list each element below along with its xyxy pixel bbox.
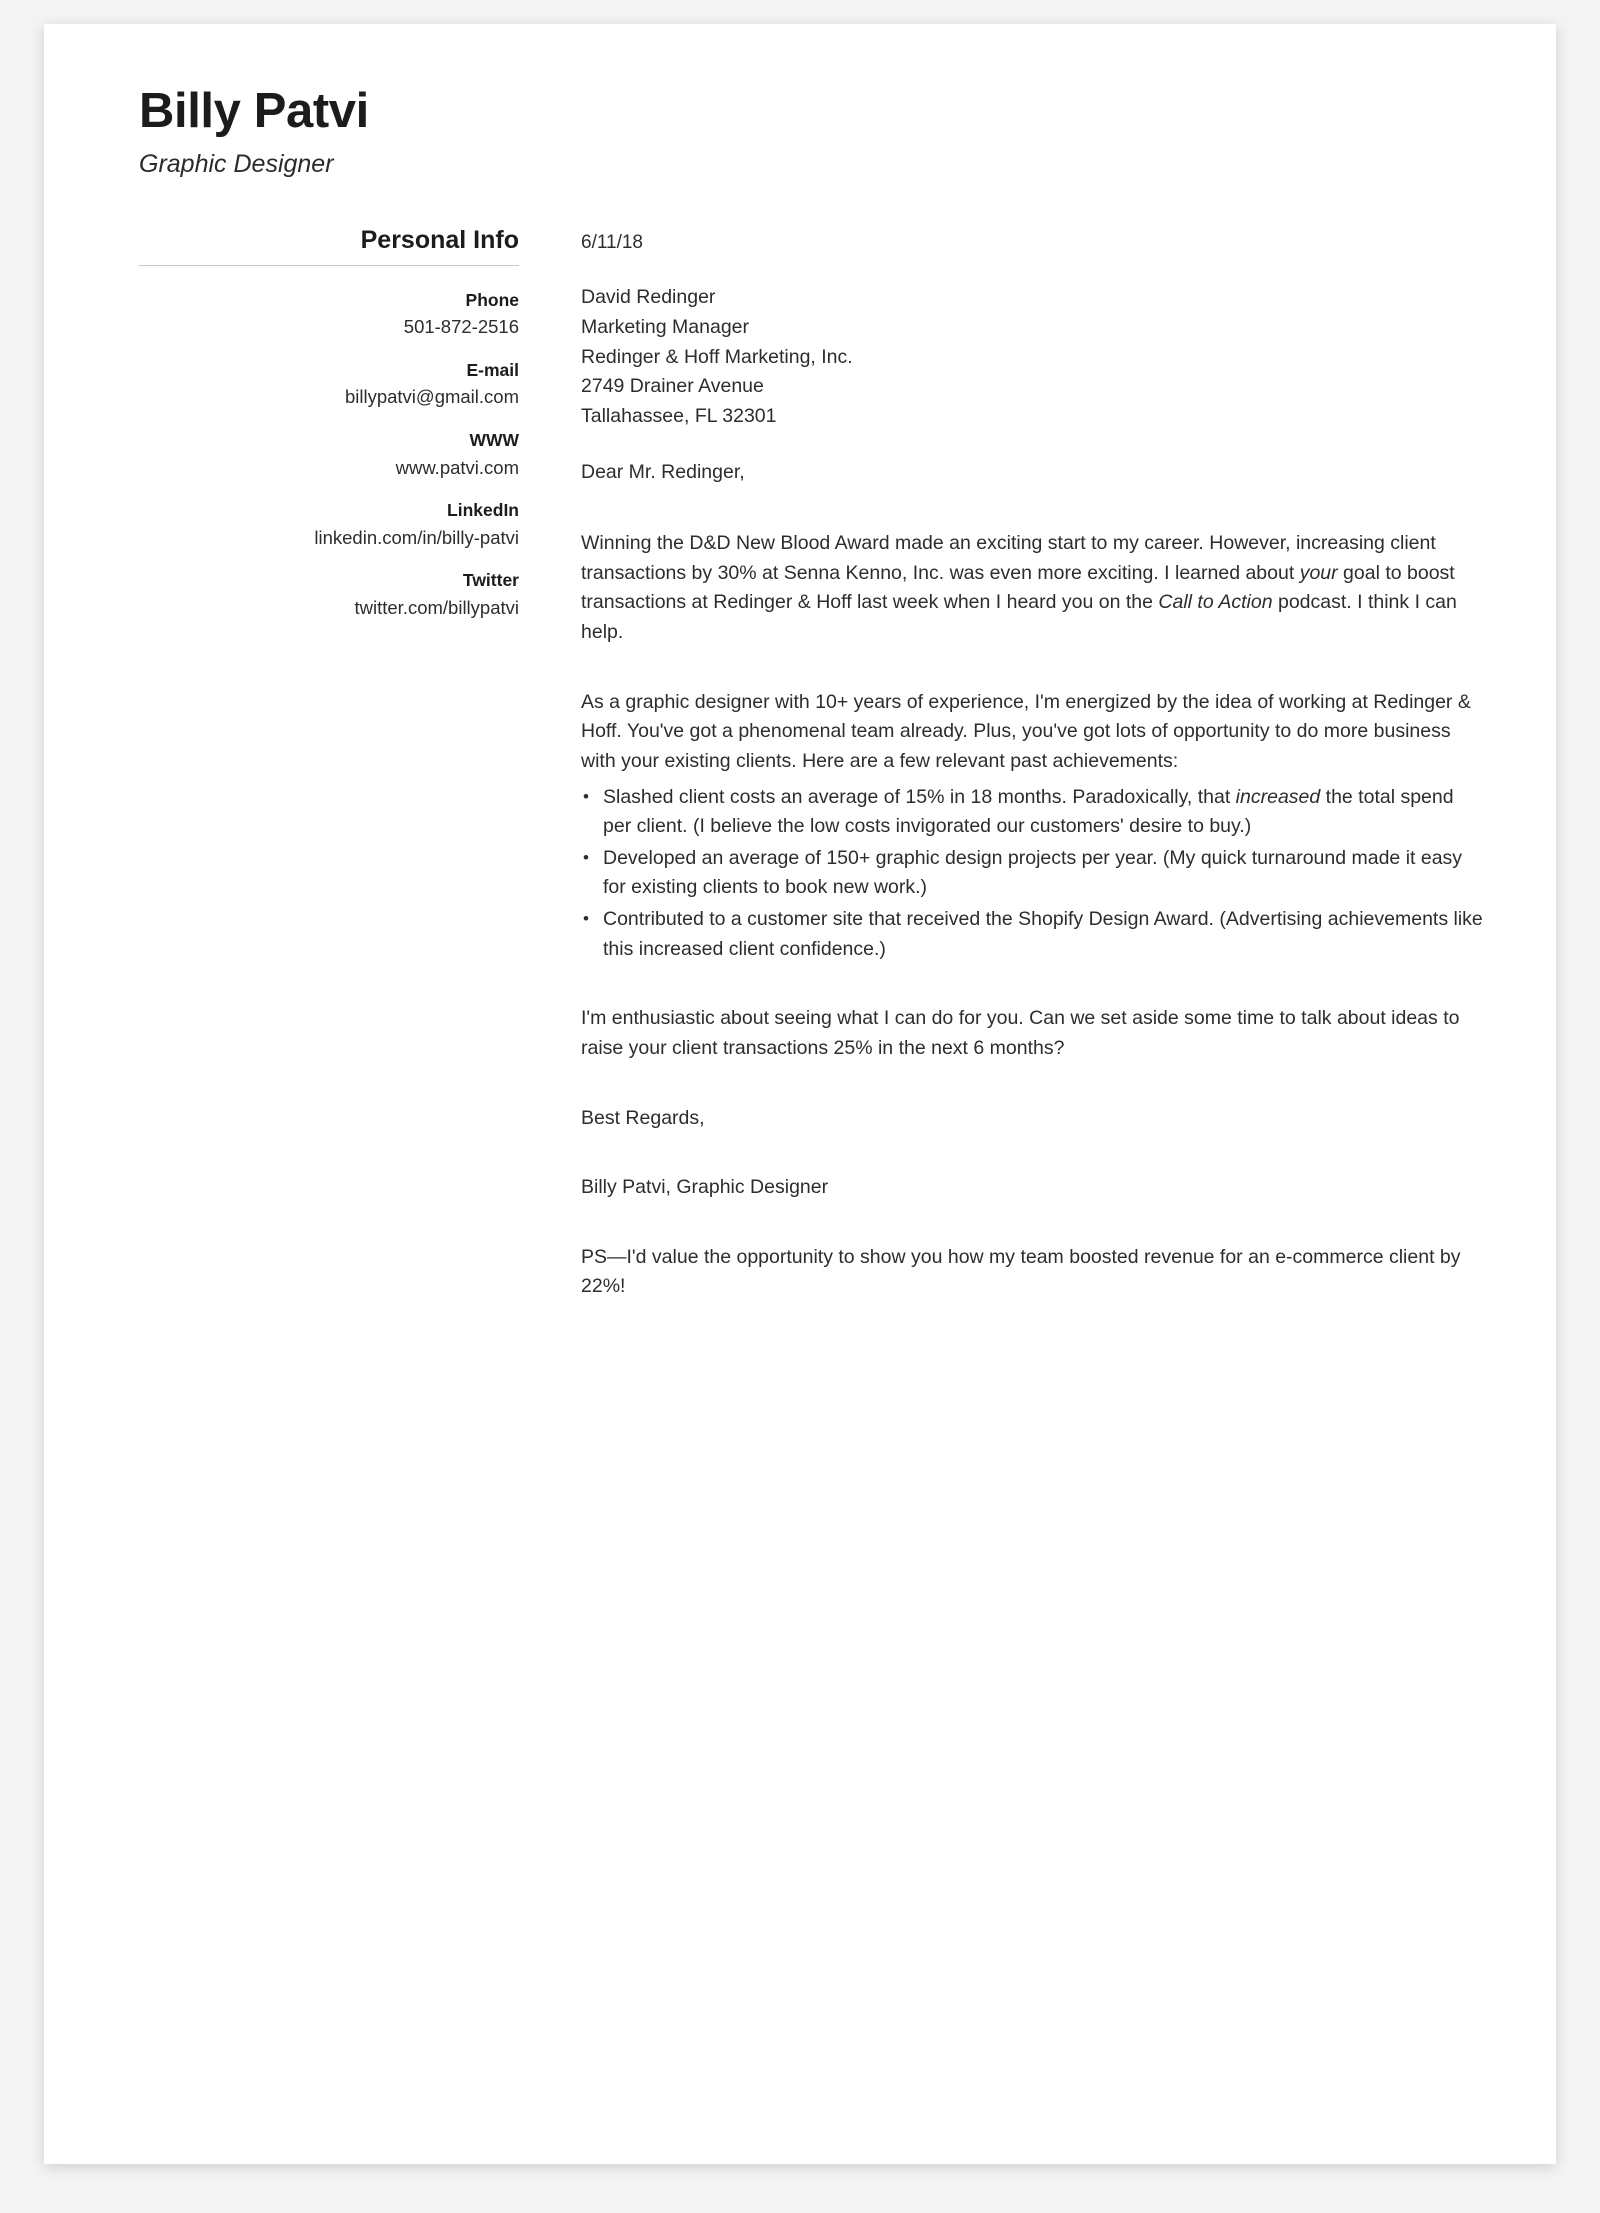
letter-body — [139, 225, 1484, 1342]
letter-postscript: PS—I'd value the opportunity to show you how my team boosted revenue for an e-commerce client by 22%! — [581, 1245, 1461, 1298]
job-title: Graphic Designer — [139, 150, 334, 179]
contact-value-email[interactable]: billypatvi@gmail.com — [344, 386, 519, 408]
recipient-company: Redinger & Hoff Marketing, Inc. — [581, 345, 853, 368]
contact-item-phone — [139, 288, 519, 341]
cover-letter-page — [44, 24, 1556, 2164]
sidebar-section-title: Personal Info — [360, 225, 519, 254]
paragraph-1-emphasis-a: your — [1299, 561, 1338, 584]
bullet-1-text-a: Slashed client costs an average of 15% in 18 months. Paradoxically, that — [603, 785, 1236, 808]
achievement-list — [581, 783, 1484, 965]
contact-item-email — [139, 358, 519, 411]
list-item — [581, 905, 1484, 964]
contact-item-linkedin — [139, 498, 519, 551]
list-item — [581, 783, 1484, 842]
paragraph-1-text-c: podcast. I think I can help. — [581, 591, 1457, 644]
contact-label-www: WWW — [469, 430, 519, 451]
letter-paragraph-3: I'm enthusiastic about seeing what I can do for you. Can we set aside some time to talk about ideas to raise your client transactions 25% in the next 6 months? — [581, 1007, 1460, 1059]
paragraph-1-text-a: Winning the D&D New Blood Award made an exciting start to my career. However, increasing client transactions by 30% at Senna Kenno, Inc. was even more exciting. I learned about — [581, 532, 1436, 584]
recipient-street: 2749 Drainer Avenue — [581, 375, 764, 398]
page-title: Billy Patvi — [139, 84, 369, 138]
bullet-1-emphasis: increased — [1235, 785, 1321, 808]
contact-item-www — [139, 428, 519, 481]
contact-value-phone: 501-872-2516 — [403, 316, 519, 338]
paragraph-1-text-b: goal to boost transactions at Redinger & Hoff last week when I heard you on the — [581, 561, 1455, 614]
recipient-role: Marketing Manager — [581, 316, 749, 339]
contact-label-phone: Phone — [465, 289, 519, 310]
recipient-city: Tallahassee, FL 32301 — [581, 404, 777, 427]
contact-value-linkedin[interactable]: linkedin.com/in/billy-patvi — [314, 526, 519, 548]
personal-info-sidebar — [139, 225, 519, 639]
bullet-3-text: Contributed to a customer site that received the Shopify Design Award. (Advertising achievements like this increased client confidence.) — [603, 908, 1483, 960]
recipient-address — [581, 283, 1484, 431]
bullet-2-text: Developed an average of 150+ graphic design projects per year. (My quick turnaround made it easy for existing clients to book new work.) — [603, 846, 1463, 899]
recipient-name: David Redinger — [581, 286, 716, 309]
letter-closing: Best Regards, — [581, 1106, 705, 1129]
sidebar-divider — [139, 265, 519, 266]
contact-value-www[interactable]: www.patvi.com — [395, 456, 519, 478]
contact-value-twitter[interactable]: twitter.com/billypatvi — [354, 596, 519, 618]
letter-salutation: Dear Mr. Redinger, — [581, 460, 745, 483]
letter-date: 6/11/18 — [581, 231, 643, 253]
contact-item-twitter — [139, 568, 519, 621]
letter-paragraph-1 — [581, 529, 1484, 648]
contact-label-linkedin: LinkedIn — [447, 500, 519, 521]
letter-signature: Billy Patvi, Graphic Designer — [581, 1176, 829, 1199]
bullet-1-text-b: the total spend per client. (I believe the low costs invigorated our customers' desire to buy.) — [603, 785, 1454, 838]
list-item — [581, 844, 1484, 903]
letter-content — [519, 225, 1484, 1342]
letter-header — [139, 86, 1484, 179]
paragraph-1-emphasis-b: Call to Action — [1158, 591, 1273, 614]
contact-label-twitter: Twitter — [462, 570, 519, 591]
contact-label-email: E-mail — [466, 360, 519, 381]
letter-paragraph-2: As a graphic designer with 10+ years of experience, I'm energized by the idea of working at Redinger & Hoff. You've got a phenomenal team already. Plus, you've got lots of opportunity to do more business with your existing clients. Here are a few relevant past achievements: — [581, 690, 1471, 772]
